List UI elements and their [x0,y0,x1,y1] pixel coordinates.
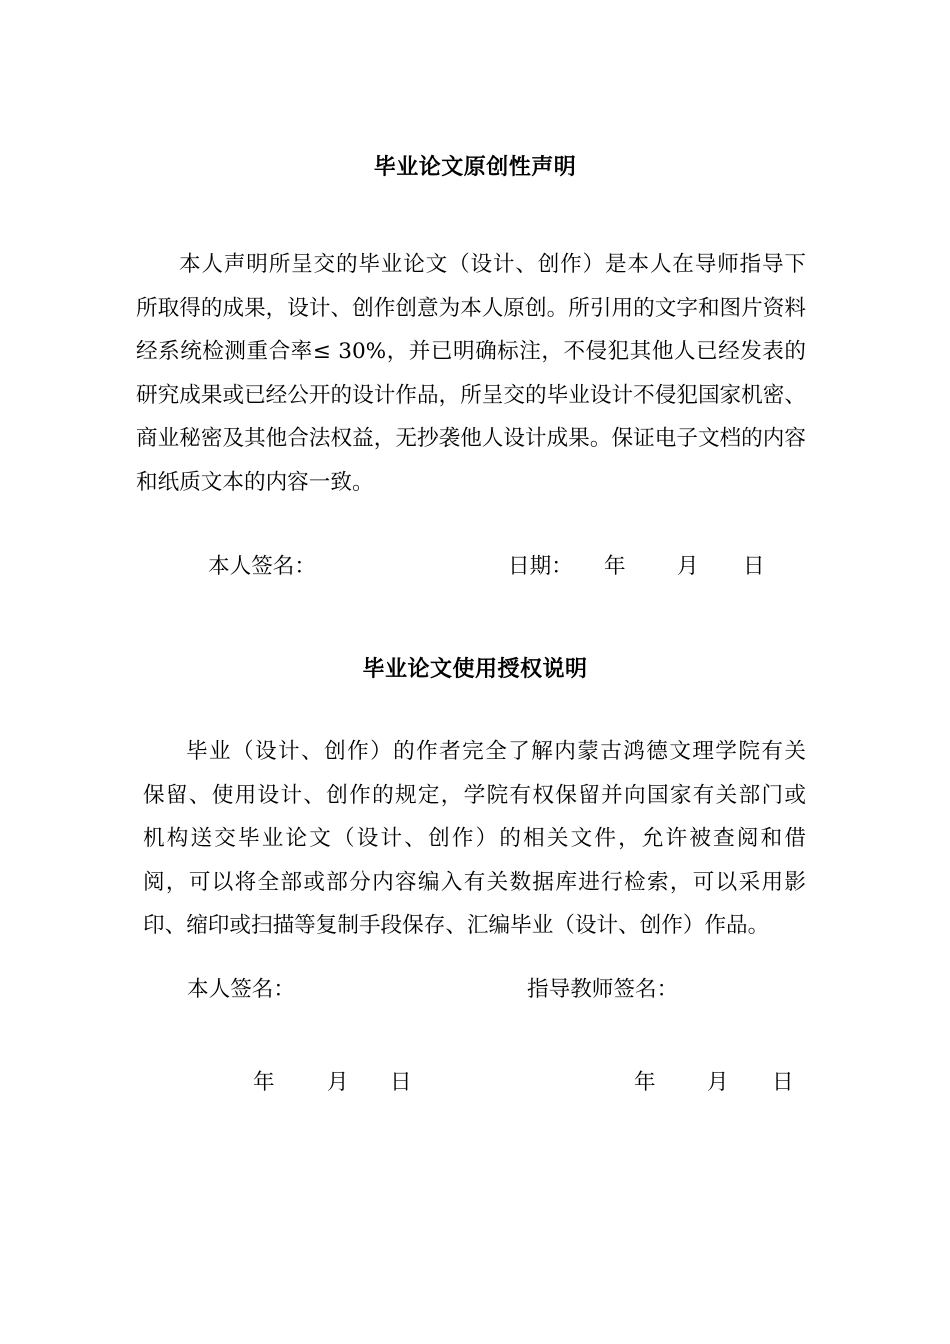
declaration-line: 经系统检测重合率≤ 30%，并已明确标注，不侵犯其他人已经发表的 [136,339,806,364]
advisor-month-label: 月 [707,1070,729,1095]
author-signature-label: 本人签名： [187,977,295,1002]
declaration-line: 所取得的成果，设计、创作创意为本人原创。所引用的文字和图片资料 [136,295,806,321]
declaration-day-label: 日 [743,554,765,579]
declaration-line: 研究成果或已经公开的设计作品，所呈交的毕业设计不侵犯国家机密、 [136,382,806,408]
authorization-paragraph [143,730,806,948]
author-year-label: 年 [253,1070,275,1095]
declaration-title: 毕业论文原创性声明 [373,155,577,180]
declaration-signature-label: 本人签名： [208,554,316,579]
advisor-signature-label: 指导教师签名： [527,977,679,1002]
authorization-line: 毕业（设计、创作）的作者完全了解内蒙古鸿德文理学院有关 [186,739,806,764]
declaration-date-label: 日期： [508,554,573,579]
declaration-line: 本人声明所呈交的毕业论文（设计、创作）是本人在导师指导下 [179,252,806,277]
declaration-year-label: 年 [604,554,626,579]
advisor-day-label: 日 [772,1070,794,1095]
advisor-year-label: 年 [634,1070,656,1095]
author-month-label: 月 [327,1070,349,1095]
authorization-line: 阅，可以将全部或部分内容编入有关数据库进行检索，可以采用影 [143,869,806,895]
declaration-line: 和纸质文本的内容一致。 [136,469,374,495]
declaration-line: 商业秘密及其他合法权益，无抄袭他人设计成果。保证电子文档的内容 [136,426,806,451]
authorization-title: 毕业论文使用授权说明 [362,657,588,682]
authorization-line: 保留、使用设计、创作的规定，学院有权保留并向国家有关部门或 [143,782,806,808]
author-day-label: 日 [390,1070,412,1095]
declaration-paragraph [136,243,806,504]
authorization-line: 印、缩印或扫描等复制手段保存、汇编毕业（设计、创作）作品。 [143,913,770,938]
authorization-line: 机构送交毕业论文（设计、创作）的相关文件，允许被查阅和借 [143,826,806,851]
declaration-month-label: 月 [677,554,699,579]
